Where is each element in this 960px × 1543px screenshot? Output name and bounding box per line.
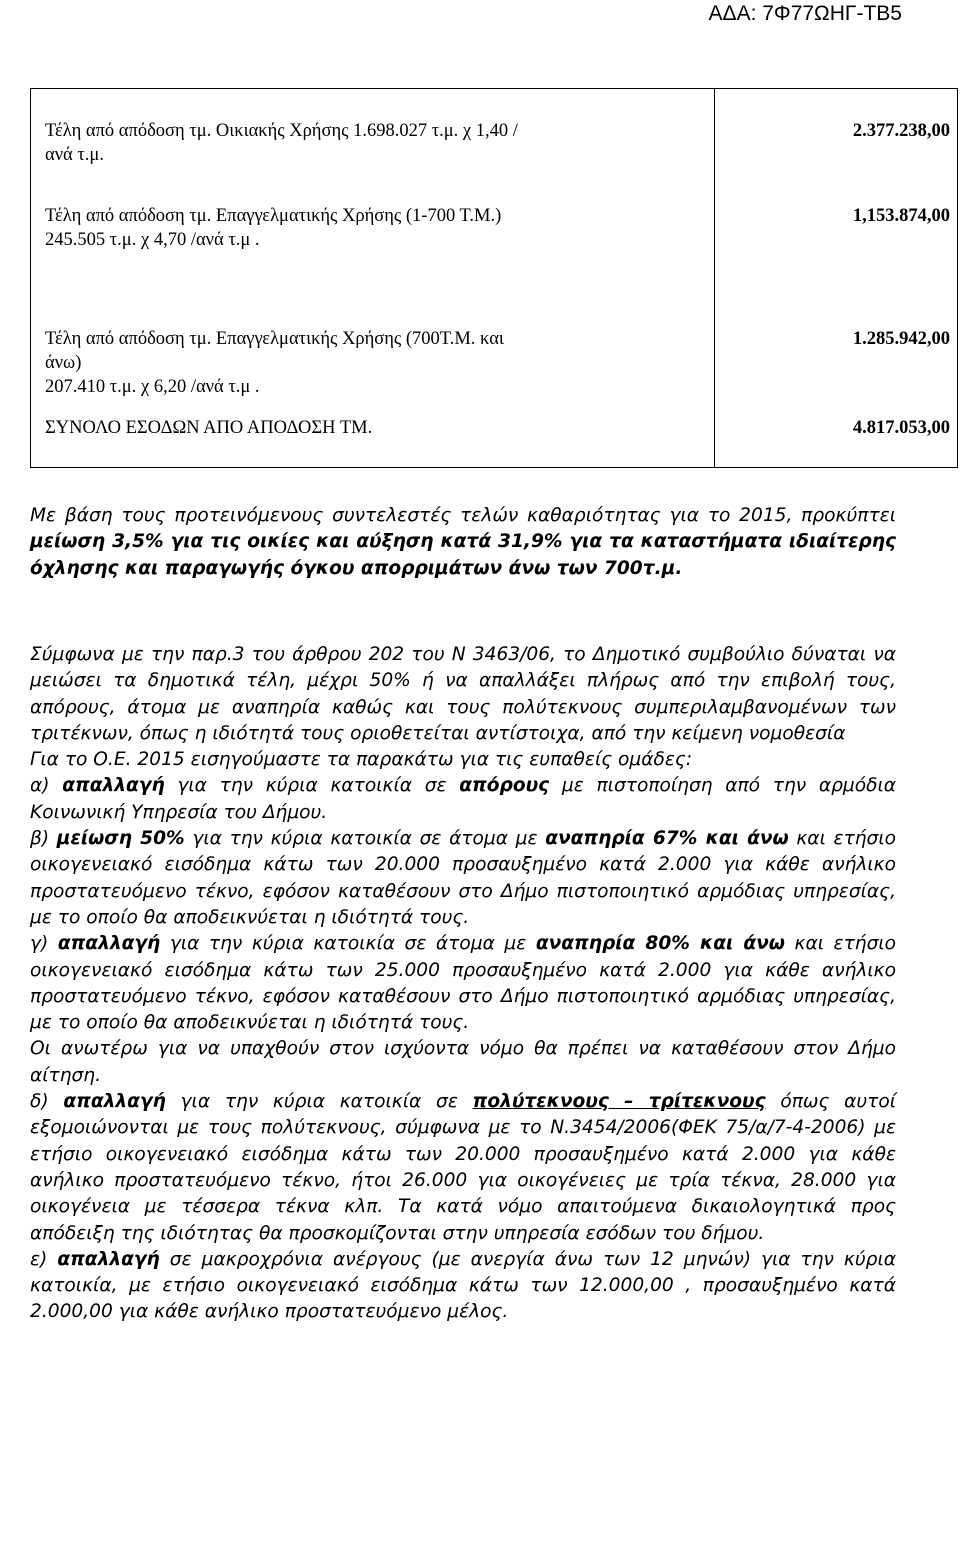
proposal-paragraph: Για το Ο.Ε. 2015 εισηγούμαστε τα παρακάτω για τις ευπαθείς ομάδες: <box>30 749 693 771</box>
desc-line: Τέλη από απόδοση τμ. Επαγγελματικής Χρήσης (1-700 Τ.Μ.) <box>45 206 502 226</box>
item-b: β) μείωση 50% για την κύρια κατοικία σε άτομα με αναπηρία 67% και άνω και ετήσιο οικογενειακό εισόδημα κάτω των 20.000 προσαυξημένο κατά 2.000 για κάθε ανήλικο προστατευόμενο τέκνο, εφόσον καταθέσουν στο Δήμο πιστοποιητικό αρμόδιας υπηρεσίας, με το οποίο θα αποδεικνύεται η ιδιότητά τους. <box>30 828 897 928</box>
row-description <box>45 119 705 167</box>
legal-paragraph: Σύμφωνα με την παρ.3 του άρθρου 202 του Ν 3463/06, το Δημοτικό συμβούλιο δύναται να μειώσει τα δημοτικά τέλη, μέχρι 50% ή να απαλλάξει πλήρως από την επιβολή τους, απόρους, άτομα με αναπηρία καθώς και τους πολύτεκνους συμπεριλαμβανομένων των τριτέκνων, όπως η ιδιότητά τους οριοθετείται αντίστοιχα, από την κείμενη νομοθεσία <box>30 644 896 744</box>
item-a: α) απαλλαγή για την κύρια κατοικία σε απόρους με πιστοποίηση από την αρμόδια Κοινωνική Υπηρεσία του Δήμου. <box>30 775 897 823</box>
desc-line: 245.505 τ.μ. χ 4,70 /ανά τ.μ . <box>45 230 260 250</box>
summary-paragraph <box>30 503 896 582</box>
desc-line: Τέλη από απόδοση τμ. Επαγγελματικής Χρήσης (700Τ.Μ. και <box>45 329 504 349</box>
body-text <box>30 642 896 1326</box>
fee-table <box>30 88 958 468</box>
desc-line: ανά τ.μ. <box>45 145 104 165</box>
row-description <box>45 327 705 399</box>
desc-line: ΣΥΝΟΛΟ ΕΣΟΔΩΝ ΑΠΟ ΑΠΟΔΟΣΗ ΤΜ. <box>45 418 373 438</box>
desc-line: άνω) <box>45 353 82 373</box>
summary-intro: Με βάση τους προτεινόμενους συντελεστές τελών καθαριότητας για το 2015, προκύπτει <box>30 505 896 526</box>
row-description <box>45 204 705 252</box>
row-description <box>45 416 705 440</box>
item-e: ε) απαλλαγή σε μακροχρόνια ανέργους (με ανεργία άνω των 12 μηνών) για την κύρια κατοικία, με ετήσιο οικογενειακό εισόδημα κάτω των 12.000,00 , προσαυξημένο κατά 2.000,00 για κάθε ανήλικο προστατευόμενο μέλος. <box>30 1248 896 1323</box>
summary-bold: μείωση 3,5% για τις οικίες και αύξηση κατά 31,9% για τα καταστήματα ιδιαίτερης όχλησης και παραγωγής όγκου απορριμάτων άνω των 700τ.μ. <box>30 531 896 579</box>
application-paragraph: Οι ανωτέρω για να υπαχθούν στον ισχύοντα νόμο θα πρέπει να καταθέσουν στον Δήμο αίτηση. <box>30 1038 896 1086</box>
column-divider <box>714 89 715 467</box>
desc-line: 207.410 τ.μ. χ 6,20 /ανά τ.μ . <box>45 377 260 397</box>
ada-code: ΑΔΑ: 7Φ77ΩΗΓ-ΤΒ5 <box>708 2 902 25</box>
row-amount: 1.285.942,00 <box>852 329 950 349</box>
desc-line: Τέλη από απόδοση τμ. Οικιακής Χρήσης 1.698.027 τ.μ. χ 1,40 / <box>45 121 518 141</box>
item-d: δ) απαλλαγή για την κύρια κατοικία σε πολύτεκνους – τρίτεκνους όπως αυτοί εξομοιώνονται με τους πολύτεκνους, σύμφωνα με το Ν.3454/2006(ΦΕΚ 75/α/7-4-2006) με ετήσιο οικογενειακό εισόδημα κάτω των 20.000 προσαυξημένο κατά 2.000 για κάθε ανήλικο προστατευόμενο τέκνο, ήτοι 26.000 για οικογένειες με τρία τέκνα, 28.000 για οικογένεια με τέσσερα τέκνα κλπ. Τα κατά νόμο απαιτούμενα δικαιολογητικά προς απόδειξη της ιδιότητας θα προσκομίζονται στην υπηρεσία εσόδων του δήμου. <box>30 1091 896 1244</box>
row-amount: 4.817.053,00 <box>852 418 950 438</box>
row-amount: 1,153.874,00 <box>852 206 950 226</box>
item-c: γ) απαλλαγή για την κύρια κατοικία σε άτομα με αναπηρία 80% και άνω και ετήσιο οικογενειακό εισόδημα κάτω των 25.000 προσαυξημένο κατά 2.000 για κάθε ανήλικο προστατευόμενο τέκνο, εφόσον καταθέσουν στο Δήμο πιστοποιητικό αρμόδιας υπηρεσίας, με το οποίο θα αποδεικνύεται η ιδιότητά τους. <box>30 933 897 1034</box>
row-amount: 2.377.238,00 <box>852 121 950 141</box>
